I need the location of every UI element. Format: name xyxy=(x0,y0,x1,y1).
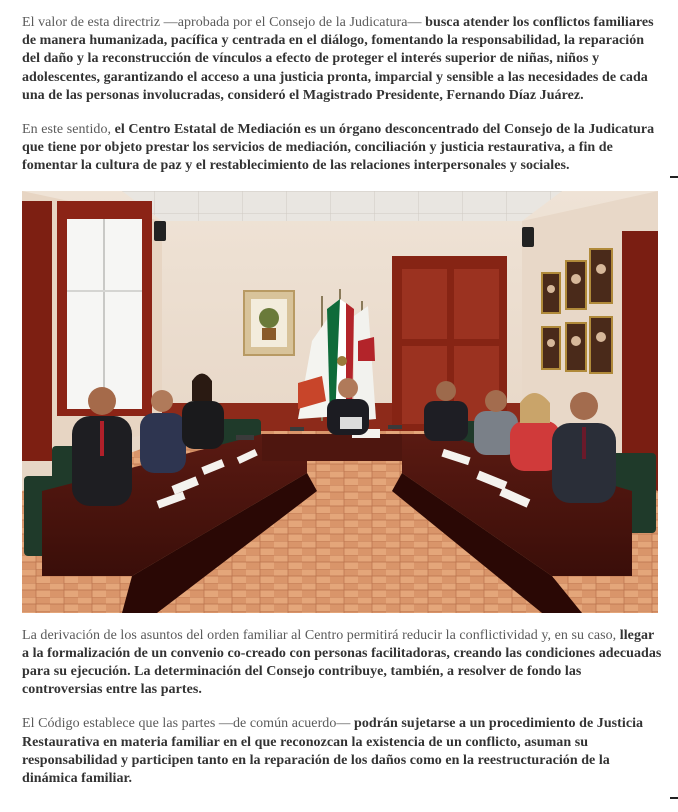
paragraph-2 xyxy=(22,121,662,176)
article-body xyxy=(22,14,662,804)
photo-illustration xyxy=(22,191,658,613)
scroll-edge-marker-bottom xyxy=(670,797,678,799)
paragraph-1-lead: El valor de esta directriz —aprobada por el Consejo de la Judicatura— xyxy=(22,15,426,30)
paragraph-2-lead: En este sentido, xyxy=(22,122,115,138)
paragraph-3-bold: llegar a la formalización de un convenio co-creado con personas facilitadoras, creando las condiciones adecuadas para su ejecución. La determinación del Consejo contribuye, también, a resolver de fondo las controversias entre las partes. xyxy=(22,627,662,698)
meeting-room-photo xyxy=(22,191,658,613)
scroll-edge-marker-top xyxy=(670,176,678,178)
paragraph-3 xyxy=(22,627,662,700)
paragraph-4-bold: podrán sujetarse a un procedimiento de Justicia Restaurativa en materia familiar en el que reconozcan la existencia de un conflicto, asuman su responsabilidad y participen tanto en la reparación de los daños como en la reestructuración de la dinámica familiar. xyxy=(22,716,644,787)
paragraph-2-bold: el Centro Estatal de Mediación es un órgano desconcentrado del Consejo de la Judicatura que tiene por objeto prestar los servicios de mediación, conciliación y justicia restaurativa, a fin de fomentar la cultura de paz y el restablecimiento de las relaciones interpersonales y sociales. xyxy=(22,122,655,174)
paragraph-4 xyxy=(22,715,662,788)
paragraph-1-bold: busca atender los conflictos familiares de manera humanizada, pacífica y centrada en el diálogo, fomentando la responsabilidad, la reparación del daño y la reconstrucción de vínculos a efecto de proteger el interés superior de niñas, niños y adolescentes, garantizando el acceso a una justicia pronta, imparcial y sensible a las necesidades de cada una de las personas involucradas, consideró el Magistrado Presidente, Fernando Díaz Juárez. xyxy=(22,15,654,103)
paragraph-4-lead: El Código establece que las partes —de común acuerdo— xyxy=(22,716,354,732)
paragraph-3-lead: La derivación de los asuntos del orden familiar al Centro permitirá reducir la conflictividad y, en su caso, xyxy=(22,627,620,643)
paragraph-1 xyxy=(22,14,662,105)
